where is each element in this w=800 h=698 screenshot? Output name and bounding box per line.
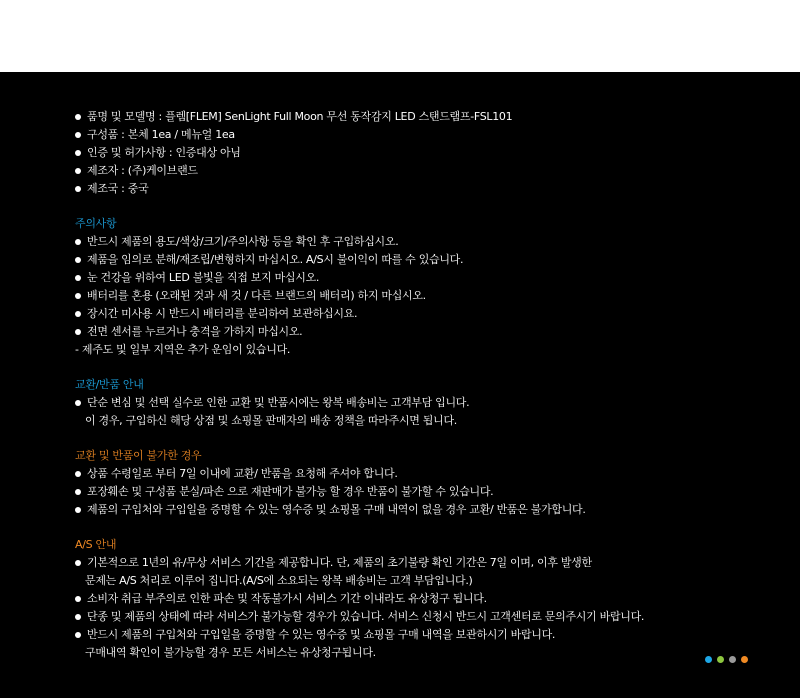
- orange-dot: [741, 656, 748, 663]
- as-item: 단종 및 제품의 상태에 따라 서비스가 불가능할 경우가 있습니다. 서비스 신청시 반드시 고객센터로 문의주시기 바랍니다.: [75, 608, 775, 626]
- caution-item: 장시간 미사용 시 반드시 배터리를 분리하여 보관하십시요.: [75, 305, 775, 323]
- product-name-model: 품명 및 모델명 : 플렘[FLEM] SenLight Full Moon 무선 동작감지 LED 스탠드램프-FSL101: [75, 108, 775, 126]
- product-certification: 인증 및 허가사항 : 인증대상 아님: [75, 144, 775, 162]
- exchange-title: 교환/반품 안내: [75, 378, 144, 391]
- as-item: 소비자 취급 부주의로 인한 파손 및 작동불가시 서비스 기간 이내라도 유상청구 됩니다.: [75, 590, 775, 608]
- product-manufacturer: 제조자 : (주)케이브랜드: [75, 162, 775, 180]
- as-item-continued: 문제는 A/S 처리로 이루어 집니다.(A/S에 소요되는 왕복 배송비는 고객 부담입니다.): [85, 574, 473, 587]
- not-allowed-item: 제품의 구입처와 구입일을 증명할 수 있는 영수증 및 쇼핑몰 구매 내역이 없을 경우 교환/ 반품은 불가합니다.: [75, 501, 775, 519]
- caution-title: 주의사항: [75, 217, 117, 230]
- gray-dot: [729, 656, 736, 663]
- caution-list: [75, 233, 775, 359]
- product-components: 구성품 : 본체 1ea / 메뉴얼 1ea: [75, 126, 775, 144]
- green-dot: [717, 656, 724, 663]
- not-allowed-list: [75, 465, 775, 519]
- as-item: 기본적으로 1년의 유/무상 서비스 기간을 제공합니다. 단, 제품의 초기불량 확인 기간은 7일 이며, 이후 발생한: [75, 554, 775, 572]
- caution-item: 반드시 제품의 용도/색상/크기/주의사항 등을 확인 후 구입하십시오.: [75, 233, 775, 251]
- exchange-list: [75, 394, 775, 430]
- info-content: [75, 108, 775, 662]
- info-panel: [0, 72, 800, 698]
- blue-dot: [705, 656, 712, 663]
- caution-item: 배터리를 혼용 (오래된 것과 새 것 / 다른 브랜드의 배터리) 하지 마십시오.: [75, 287, 775, 305]
- caution-item: 눈 건강을 위하여 LED 불빛을 직접 보지 마십시오.: [75, 269, 775, 287]
- top-white-band: [0, 0, 800, 72]
- as-item-continued: 구매내역 확인이 불가능할 경우 모든 서비스는 유상청구됩니다.: [85, 646, 376, 659]
- caution-shipping-note: - 제주도 및 일부 지역은 추가 운임이 있습니다.: [75, 343, 291, 356]
- caution-item: 제품을 임의로 분해/재조립/변형하지 마십시오. A/S시 불이익이 따를 수 있습니다.: [75, 251, 775, 269]
- caution-item: 전면 센서를 누르거나 충격을 가하지 마십시오.: [75, 323, 775, 341]
- decorative-dots: [705, 656, 748, 663]
- product-origin: 제조국 : 중국: [75, 180, 775, 198]
- exchange-item-continued: 이 경우, 구입하신 해당 상점 및 쇼핑몰 판매자의 배송 정책을 따라주시면 됩니다.: [85, 414, 457, 427]
- not-allowed-item: 상품 수령일로 부터 7일 이내에 교환/ 반품을 요청해 주셔야 합니다.: [75, 465, 775, 483]
- as-list: [75, 554, 775, 662]
- as-title: A/S 안내: [75, 538, 117, 551]
- product-info-list: [75, 108, 775, 198]
- as-item: 반드시 제품의 구입처와 구입일을 증명할 수 있는 영수증 및 쇼핑몰 구매 내역을 보관하시기 바랍니다.: [75, 626, 775, 644]
- not-allowed-title: 교환 및 반품이 불가한 경우: [75, 449, 202, 462]
- not-allowed-item: 포장훼손 및 구성품 분실/파손 으로 재판매가 불가능 할 경우 반품이 불가할 수 있습니다.: [75, 483, 775, 501]
- exchange-item: 단순 변심 및 선택 실수로 인한 교환 및 반품시에는 왕복 배송비는 고객부담 입니다.: [75, 394, 775, 412]
